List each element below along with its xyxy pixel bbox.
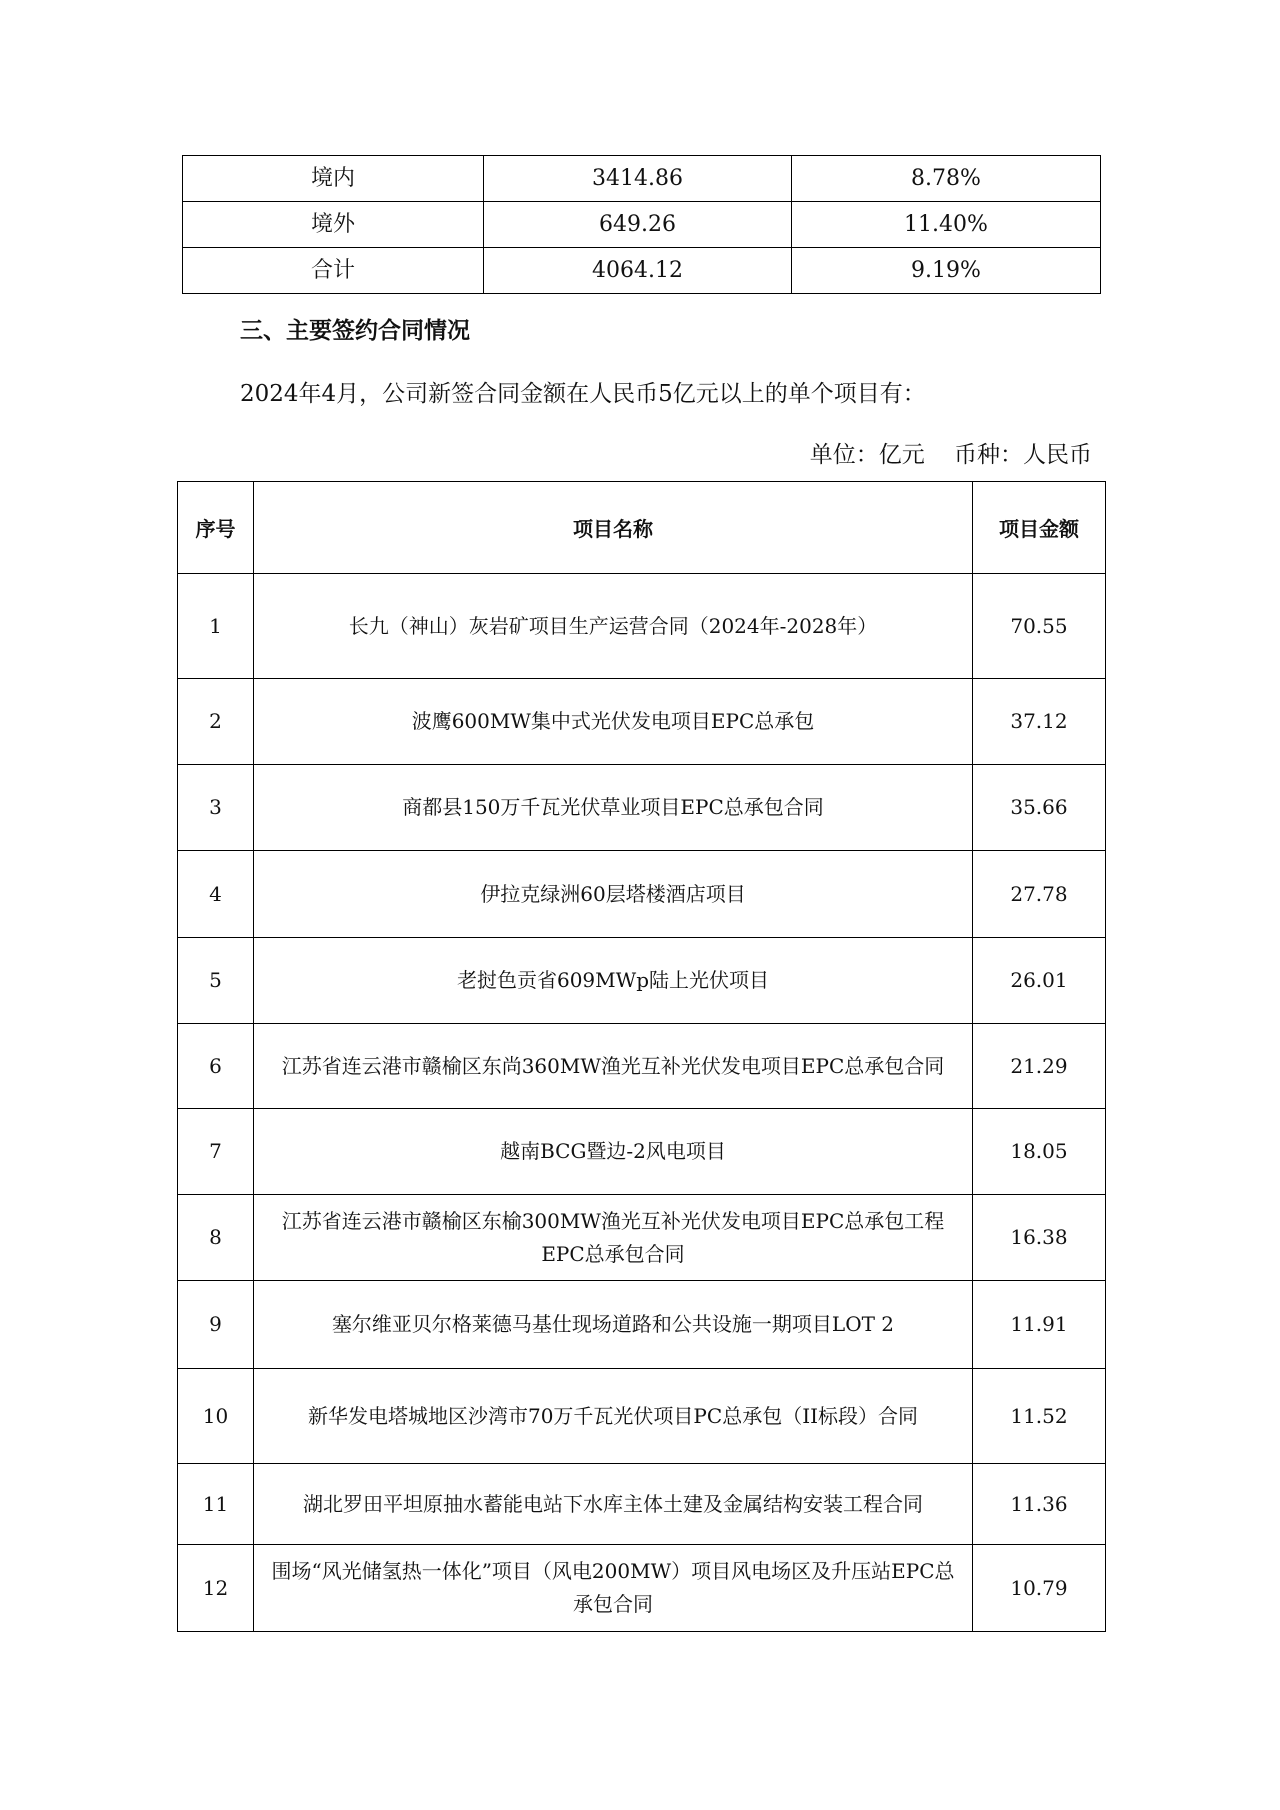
table-row bbox=[178, 1545, 1106, 1632]
amount-cell: 37.12 bbox=[973, 679, 1106, 765]
index-cell: 7 bbox=[178, 1109, 254, 1195]
index-cell: 1 bbox=[178, 574, 254, 679]
project-name-cell: 老挝色贡省609MWp陆上光伏项目 bbox=[254, 938, 973, 1024]
index-cell: 11 bbox=[178, 1464, 254, 1545]
table-row bbox=[183, 248, 1101, 294]
amount-cell: 4064.12 bbox=[484, 248, 792, 294]
amount-cell: 70.55 bbox=[973, 574, 1106, 679]
table-row bbox=[178, 1369, 1106, 1464]
amount-cell: 16.38 bbox=[973, 1195, 1106, 1281]
index-cell: 6 bbox=[178, 1024, 254, 1109]
table-row bbox=[178, 1024, 1106, 1109]
index-cell: 2 bbox=[178, 679, 254, 765]
column-header-name: 项目名称 bbox=[254, 482, 973, 574]
project-name-cell: 江苏省连云港市赣榆区东尚360MW渔光互补光伏发电项目EPC总承包合同 bbox=[254, 1024, 973, 1109]
table-row bbox=[178, 1195, 1106, 1281]
project-name-cell: 江苏省连云港市赣榆区东榆300MW渔光互补光伏发电项目EPC总承包工程EPC总承包合同 bbox=[254, 1195, 973, 1281]
table-row bbox=[178, 1109, 1106, 1195]
amount-cell: 10.79 bbox=[973, 1545, 1106, 1632]
amount-cell: 11.91 bbox=[973, 1281, 1106, 1369]
index-cell: 3 bbox=[178, 765, 254, 851]
table-row bbox=[178, 1281, 1106, 1369]
index-cell: 9 bbox=[178, 1281, 254, 1369]
table-row bbox=[178, 679, 1106, 765]
index-cell: 4 bbox=[178, 851, 254, 938]
project-name-cell: 长九（神山）灰岩矿项目生产运营合同（2024年-2028年） bbox=[254, 574, 973, 679]
project-name-cell: 伊拉克绿洲60层塔楼酒店项目 bbox=[254, 851, 973, 938]
amount-cell: 3414.86 bbox=[484, 156, 792, 202]
amount-cell: 18.05 bbox=[973, 1109, 1106, 1195]
amount-cell: 11.52 bbox=[973, 1369, 1106, 1464]
index-cell: 5 bbox=[178, 938, 254, 1024]
amount-cell: 27.78 bbox=[973, 851, 1106, 938]
table-row bbox=[183, 156, 1101, 202]
project-name-cell: 塞尔维亚贝尔格莱德马基仕现场道路和公共设施一期项目LOT 2 bbox=[254, 1281, 973, 1369]
table-row bbox=[178, 765, 1106, 851]
growth-cell: 11.40% bbox=[792, 202, 1101, 248]
project-name-cell: 商都县150万千瓦光伏草业项目EPC总承包合同 bbox=[254, 765, 973, 851]
index-cell: 12 bbox=[178, 1545, 254, 1632]
table-row bbox=[178, 938, 1106, 1024]
column-header-index: 序号 bbox=[178, 482, 254, 574]
table-row bbox=[178, 1464, 1106, 1545]
growth-cell: 8.78% bbox=[792, 156, 1101, 202]
contracts-table bbox=[177, 481, 1106, 1632]
table-row bbox=[178, 574, 1106, 679]
column-header-amount: 项目金额 bbox=[973, 482, 1106, 574]
project-name-cell: 波鹰600MW集中式光伏发电项目EPC总承包 bbox=[254, 679, 973, 765]
region-cell: 境外 bbox=[183, 202, 484, 248]
growth-cell: 9.19% bbox=[792, 248, 1101, 294]
index-cell: 8 bbox=[178, 1195, 254, 1281]
region-cell: 合计 bbox=[183, 248, 484, 294]
amount-cell: 35.66 bbox=[973, 765, 1106, 851]
amount-cell: 11.36 bbox=[973, 1464, 1106, 1545]
amount-cell: 21.29 bbox=[973, 1024, 1106, 1109]
amount-cell: 26.01 bbox=[973, 938, 1106, 1024]
table-header-row bbox=[178, 482, 1106, 574]
project-name-cell: 越南BCG暨边-2风电项目 bbox=[254, 1109, 973, 1195]
project-name-cell: 湖北罗田平坦原抽水蓄能电站下水库主体土建及金属结构安装工程合同 bbox=[254, 1464, 973, 1545]
amount-cell: 649.26 bbox=[484, 202, 792, 248]
section-heading: 三、主要签约合同情况 bbox=[240, 318, 470, 344]
summary-table bbox=[182, 155, 1101, 294]
intro-paragraph: 2024年4月，公司新签合同金额在人民币5亿元以上的单个项目有： bbox=[240, 381, 926, 407]
index-cell: 10 bbox=[178, 1369, 254, 1464]
project-name-cell: 围场“风光储氢热一体化”项目（风电200MW）项目风电场区及升压站EPC总承包合同 bbox=[254, 1545, 973, 1632]
table-row bbox=[178, 851, 1106, 938]
unit-currency-label: 单位：亿元 币种：人民币 bbox=[809, 442, 1092, 468]
region-cell: 境内 bbox=[183, 156, 484, 202]
project-name-cell: 新华发电塔城地区沙湾市70万千瓦光伏项目PC总承包（II标段）合同 bbox=[254, 1369, 973, 1464]
table-row bbox=[183, 202, 1101, 248]
